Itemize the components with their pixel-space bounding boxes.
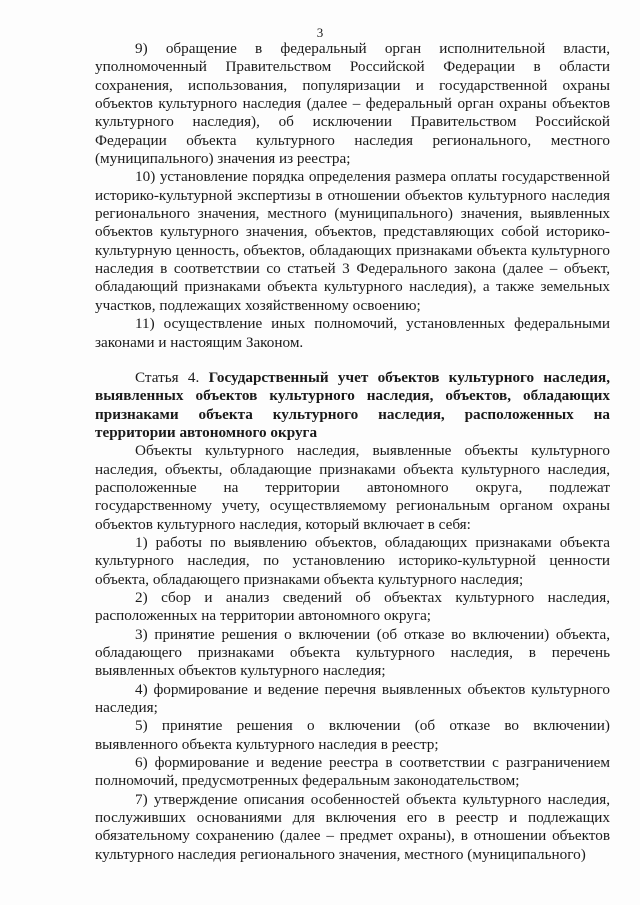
- article-label: Статья 4.: [135, 368, 200, 386]
- paragraph-intro: Объекты культурного наследия, выявленные объекты культурного наследия, объекты, обладающие признаками объекта культурного наследия, расположенные на территории автономного округа, подлежат государственному учету, осуществляемому региональным органом охраны объектов культурного наследия, который включает в себя:: [95, 442, 610, 533]
- document-body: [95, 40, 610, 864]
- list-item-1: 1) работы по выявлению объектов, обладающих признаками объекта культурного наследия, по установлению историко-культурной ценности объекта, обладающего признаками объекта культурного наследия;: [95, 533, 610, 588]
- list-item-2: 2) сбор и анализ сведений об объектах культурного наследия, расположенных на территории автономного округа;: [95, 588, 610, 625]
- paragraph-item-9: 9) обращение в федеральный орган исполнительной власти, уполномоченный Правительством Российской Федерации в области сохранения, использования, популяризации и государственной охраны объектов культурного наследия (далее – федеральный орган охраны объектов культурного наследия), об исключении Правительством Российской Федерации объекта культурного наследия регионального, местного (муниципального) значения из реестра;: [95, 40, 610, 168]
- section-spacer: [95, 352, 610, 369]
- list-item-5: 5) принятие решения о включении (об отказе во включении) выявленного объекта культурного наследия в реестр;: [95, 717, 610, 753]
- list-item-7: 7) утверждение описания особенностей объекта культурного наследия, послуживших основаниями для включения его в реестр и подлежащих обязательному сохранению (далее – предмет охраны), в отношении объектов культурного наследия регионального значения, местного (муниципального): [95, 790, 610, 863]
- article-heading: [95, 369, 610, 442]
- list-item-4: 4) формирование и ведение перечня выявленных объектов культурного наследия;: [95, 680, 610, 717]
- page-number: 3: [316, 25, 324, 40]
- list-item-6: 6) формирование и ведение реестра в соответствии с разграничением полномочий, предусмотренных федеральным законодательством;: [95, 754, 610, 790]
- article-title: Государственный учет объектов культурного наследия, выявленных объектов культурного наследия, объектов, обладающих признаками объекта культурного наследия, расположенных на территории автономного округа: [95, 368, 611, 441]
- paragraph-item-10: 10) установление порядка определения размера оплаты государственной историко-культурной экспертизы в отношении объектов культурного наследия регионального значения, местного (муниципального) значения, выявленных объектов культурного значения, объектов, представляющих собой историко-культурную ценность, объектов, обладающих признаками объекта культурного наследия в соответствии со статьей 3 Федерального закона (далее – объект, обладающий признаками объекта культурного наследия), а также земельных участков, подлежащих хозяйственному освоению;: [95, 168, 610, 314]
- paragraph-item-11: 11) осуществление иных полномочий, установленных федеральными законами и настоящим Законом.: [95, 315, 610, 351]
- list-item-3: 3) принятие решения о включении (об отказе во включении) объекта, обладающего признаками объекта культурного наследия, в перечень выявленных объектов культурного наследия;: [95, 625, 610, 680]
